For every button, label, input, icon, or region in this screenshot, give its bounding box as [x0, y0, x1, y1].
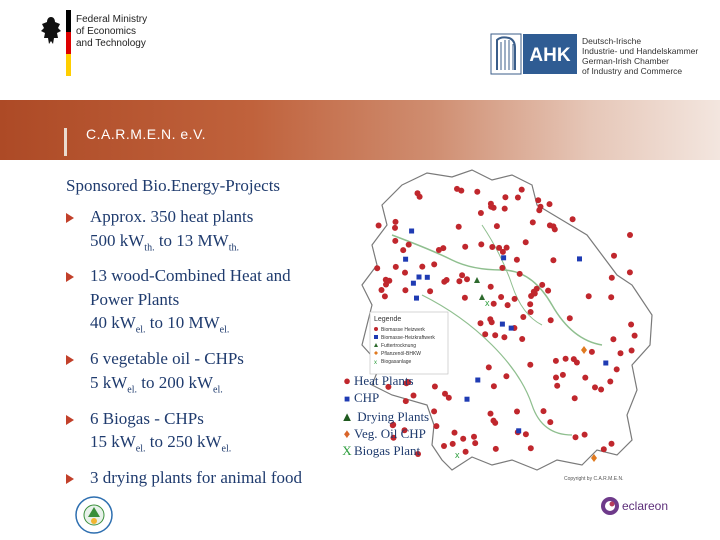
heat-plant-marker: [502, 206, 508, 212]
biogas-icon: X: [342, 443, 352, 458]
heat-plant-marker: [545, 288, 551, 294]
bullet-line: 500 $kW_{th.}$ to 13 $MW_{th.}$: [90, 230, 239, 253]
bullet-line: 40 $kW_{el.}$ to 10 $MW_{el.}$: [90, 313, 230, 336]
heat-plant-marker: [491, 301, 497, 307]
heat-plant-marker: [488, 204, 494, 210]
chp-marker: [603, 361, 608, 366]
heat-plant-marker: [519, 187, 525, 193]
heat-plant-marker: [478, 241, 484, 247]
heat-plant-marker: [547, 222, 553, 228]
heat-plant-marker: [608, 294, 614, 300]
heat-plant-marker: [400, 247, 406, 253]
bullet-item: [66, 407, 366, 461]
heat-plant-marker: [528, 309, 534, 315]
map-legend-title: Legende: [374, 316, 402, 323]
heat-plant-marker: [571, 356, 577, 362]
heat-plant-marker: [586, 293, 592, 299]
heat-plant-marker: [452, 430, 458, 436]
heat-plant-marker: [460, 436, 466, 442]
chp-icon: ■: [343, 394, 351, 405]
heat-plant-marker: [436, 247, 442, 253]
heat-plant-marker: [502, 194, 508, 200]
heat-plant-marker: [456, 278, 462, 284]
heat-plant-marker: [402, 287, 408, 293]
bullet-line: 15 $kW_{el.}$ to 250 $kW_{el.}$: [90, 432, 232, 455]
heat-plant-marker: [534, 286, 540, 292]
heat-plant-marker: [493, 446, 499, 452]
heat-plant-marker: [607, 379, 613, 385]
heat-plant-marker: [450, 441, 456, 447]
bullet-list: [66, 205, 366, 495]
heat-plant-marker: [500, 249, 506, 255]
heat-plant-marker: [552, 226, 558, 232]
heat-plant-marker: [383, 277, 389, 283]
bullet-arrow-icon: [66, 213, 74, 223]
chp-marker: [425, 275, 430, 280]
heat-plant-marker: [553, 358, 559, 364]
heat-plant-marker: [494, 223, 500, 229]
legend-row: ■ CHP: [340, 389, 429, 408]
heat-plant-marker: [609, 275, 615, 281]
heat-plant-marker: [629, 348, 635, 354]
chp-marker: [414, 296, 419, 301]
bullet-item: [66, 466, 366, 490]
heat-plant-icon: ●: [343, 373, 351, 388]
heat-plant-marker: [517, 271, 523, 277]
veg-oil-icon: ♦: [343, 426, 351, 441]
bullet-arrow-icon: [66, 355, 74, 365]
heat-plant-marker: [393, 264, 399, 270]
heat-plant-marker: [536, 207, 542, 213]
heat-plant-marker: [514, 257, 520, 263]
heat-plant-marker: [488, 411, 494, 417]
heat-plant-marker: [582, 432, 588, 438]
legend-row: ● Heat Plants: [340, 372, 429, 389]
heat-plant-marker: [503, 373, 509, 379]
heat-plant-marker: [374, 265, 380, 271]
heat-plant-marker: [601, 446, 607, 452]
heat-plant-marker: [541, 408, 547, 414]
chp-marker: [403, 257, 408, 262]
ministry-line: of Economics: [76, 26, 137, 37]
heat-plant-marker: [632, 333, 638, 339]
page-heading: Sponsored Bio.Energy-Projects: [66, 176, 281, 195]
heat-plant-marker: [589, 349, 595, 355]
heat-plant-marker: [442, 391, 448, 397]
map-legend-label: Biogasanlage: [381, 359, 412, 365]
ahk-mark: AHK: [529, 45, 571, 66]
heat-plant-marker: [432, 384, 438, 390]
heat-plant-marker: [462, 244, 468, 250]
heat-plant-marker: [611, 253, 617, 259]
heat-plant-marker: [539, 282, 545, 288]
heat-plant-marker: [523, 239, 529, 245]
chp-marker: [417, 275, 422, 280]
heat-plant-marker: [535, 197, 541, 203]
heat-plant-marker: [563, 356, 569, 362]
heat-plant-marker: [567, 315, 573, 321]
heat-plant-marker: [489, 244, 495, 250]
heat-plant-marker: [499, 265, 505, 271]
heat-plant-marker: [598, 387, 604, 393]
german-flag-stripe: [66, 10, 71, 76]
heat-plant-marker: [431, 408, 437, 414]
ministry-line: and Technology: [76, 38, 146, 49]
ministry-name: [76, 14, 147, 50]
heat-plant-marker: [548, 317, 554, 323]
heat-plant-marker: [514, 409, 520, 415]
heat-plant-marker: [582, 375, 588, 381]
map-legend-label: Biomasse-Heizkraftwerk: [381, 335, 435, 341]
svg-text:x: x: [374, 360, 377, 366]
biogas-marker: x: [455, 450, 460, 460]
heat-plant-marker: [463, 449, 469, 455]
heat-plant-marker: [627, 269, 633, 275]
heat-plant-marker: [523, 431, 529, 437]
chp-marker: [465, 397, 470, 402]
heat-plant-marker: [505, 302, 511, 308]
ministry-line: Federal Ministry: [76, 14, 148, 25]
ahk-line: Industrie- und Handelskammer: [582, 46, 699, 56]
heat-plant-marker: [431, 261, 437, 267]
map-legend-label: Futtertrocknung: [381, 343, 417, 349]
ahk-line: of Industry and Commerce: [582, 66, 683, 76]
banner-title: C.A.R.M.E.N. e.V.: [86, 126, 207, 142]
heat-plant-marker: [618, 350, 624, 356]
ahk-logo: [487, 30, 579, 78]
heat-plant-marker: [527, 362, 533, 368]
heat-plant-marker: [444, 277, 450, 283]
heat-plant-marker: [456, 224, 462, 230]
bullet-line: 3 drying plants for animal food: [90, 468, 302, 488]
bullet-line: 6 Biogas - CHPs: [90, 408, 204, 428]
heat-plant-marker: [415, 190, 421, 196]
bullet-line: 5 $kW_{el.}$ to 200 $kW_{el.}$: [90, 372, 223, 396]
map-credit: Copyright by C.A.R.M.E.N.: [564, 476, 624, 482]
heat-plant-marker: [406, 242, 412, 248]
chp-marker: [516, 428, 521, 433]
bullet-arrow-icon: [66, 474, 74, 484]
bullet-arrow-icon: [66, 415, 74, 425]
heat-plant-marker: [458, 188, 464, 194]
heat-plant-marker: [609, 441, 615, 447]
heat-plant-marker: [547, 419, 553, 425]
heat-plant-marker: [419, 264, 425, 270]
heat-plant-marker: [488, 284, 494, 290]
heat-plant-marker: [570, 216, 576, 222]
eclareon-logo: [596, 484, 680, 524]
bullet-line: Approx. 350 heat plants: [90, 207, 254, 226]
heat-plant-marker: [464, 276, 470, 282]
heat-plant-marker: [471, 434, 477, 440]
heat-plant-marker: [433, 423, 439, 429]
biogas-marker: x: [485, 298, 490, 308]
heat-plant-marker: [519, 336, 525, 342]
heat-plant-marker: [592, 384, 598, 390]
federal-eagle-icon: [38, 14, 64, 48]
heat-plant-marker: [392, 225, 398, 231]
heat-plant-marker: [441, 443, 447, 449]
chp-marker: [501, 255, 506, 260]
heat-plant-marker: [474, 189, 480, 195]
ahk-line: German-Irish Chamber: [582, 56, 669, 66]
legend-row: ♦ Veg. Oil CHP: [340, 425, 429, 442]
banner-accent-bar: [64, 128, 67, 156]
heat-plant-marker: [478, 320, 484, 326]
renewables-logo: [74, 495, 114, 535]
heat-plant-marker: [501, 334, 507, 340]
bullet-item: [66, 205, 366, 259]
heat-plant-marker: [459, 272, 465, 278]
heat-plant-marker: [512, 296, 518, 302]
legend-row: ▲ Drying Plants: [340, 409, 430, 424]
chp-marker: [509, 326, 514, 331]
heat-plant-marker: [472, 440, 478, 446]
heat-plant-marker: [560, 372, 566, 378]
heat-plant-marker: [572, 395, 578, 401]
heat-plant-marker: [528, 445, 534, 451]
eclareon-text: eclareon: [622, 499, 669, 513]
heat-plant-marker: [527, 301, 533, 307]
heat-plant-marker: [376, 223, 382, 229]
heat-plant-marker: [379, 287, 385, 293]
map-legend-label: Pflanzenöl-BHKW: [381, 351, 422, 357]
heat-plant-marker: [573, 434, 579, 440]
heat-plant-marker: [498, 294, 504, 300]
drying-plant-icon: ▲: [340, 409, 354, 424]
heat-plant-marker: [402, 270, 408, 276]
heat-plant-marker: [515, 195, 521, 201]
heat-plant-marker: [462, 295, 468, 301]
heat-plant-marker: [553, 375, 559, 381]
chp-marker: [411, 281, 416, 286]
heat-plant-marker: [554, 383, 560, 389]
bullet-arrow-icon: [66, 272, 74, 282]
ahk-line: Deutsch-Irische: [582, 36, 642, 46]
heat-plant-marker: [628, 322, 634, 328]
map-legend-label: Biomasse Heizwerk: [381, 327, 425, 333]
bullet-line: 13 wood-Combined Heat and: [90, 266, 291, 286]
chp-marker: [500, 322, 505, 327]
heat-plant-marker: [482, 331, 488, 337]
heat-plant-marker: [610, 336, 616, 342]
heat-plant-marker: [547, 201, 553, 207]
bullet-line: 6 vegetable oil - CHPs: [90, 349, 244, 369]
heat-plant-marker: [491, 383, 497, 389]
bullet-item: [66, 347, 366, 401]
chp-marker: [475, 378, 480, 383]
heat-plant-marker: [530, 219, 536, 225]
heat-plant-marker: [492, 332, 498, 338]
heat-plant-marker: [478, 210, 484, 216]
chp-marker: [577, 256, 582, 261]
heat-plant-marker: [627, 232, 633, 238]
heat-plant-marker: [491, 418, 497, 424]
heat-plant-marker: [486, 364, 492, 370]
harp-icon: [491, 34, 521, 74]
symbol-legend: [340, 372, 429, 459]
chp-marker: [409, 229, 414, 234]
heat-plant-marker: [393, 219, 399, 225]
heat-plant-marker: [487, 316, 493, 322]
heat-plant-marker: [392, 238, 398, 244]
heat-plant-marker: [550, 257, 556, 263]
heat-plant-marker: [614, 366, 620, 372]
heat-plant-marker: [520, 314, 526, 320]
bullet-line: Power Plants: [90, 289, 180, 309]
ahk-name: [582, 36, 698, 76]
map-legend-box: [370, 312, 448, 374]
heat-plant-marker: [427, 288, 433, 294]
legend-row: X Biogas Plant: [340, 442, 429, 459]
bullet-item: [66, 264, 366, 342]
heat-plant-marker: [382, 293, 388, 299]
